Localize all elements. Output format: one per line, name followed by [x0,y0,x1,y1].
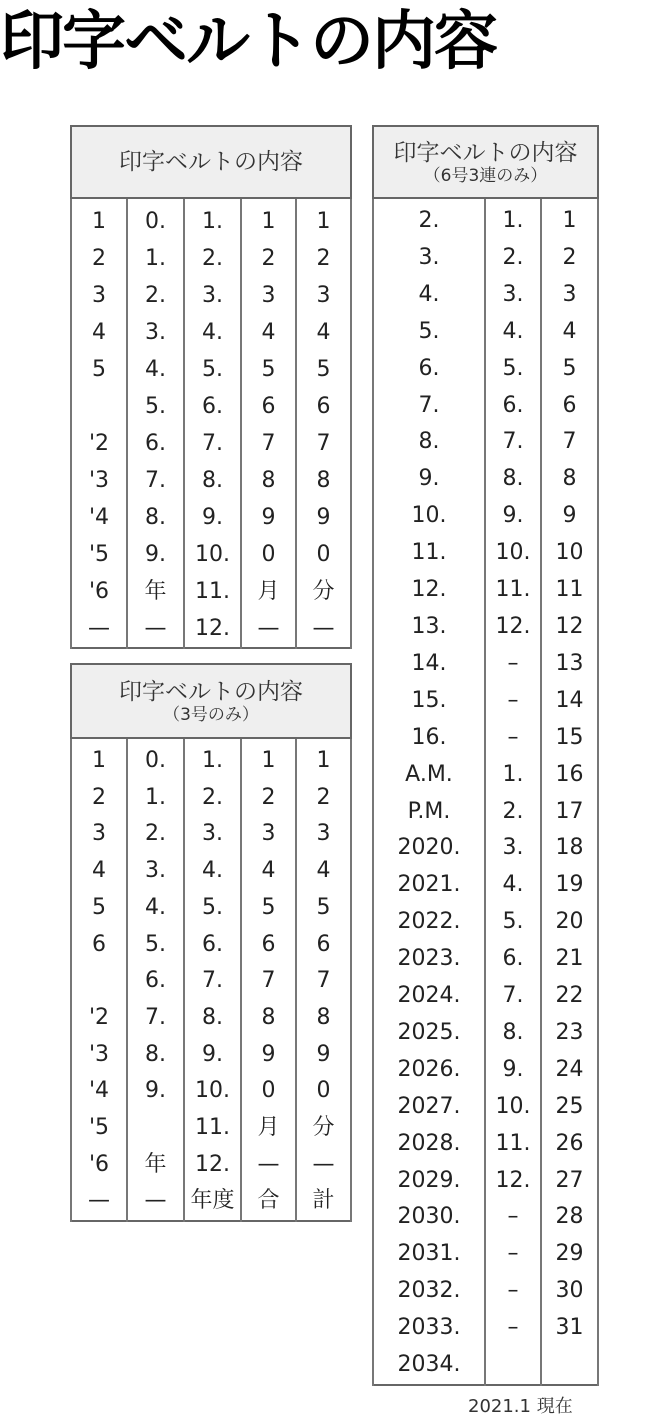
table-cell: 7 [241,425,296,462]
table-row [373,351,598,388]
table-cell: – [485,1236,541,1273]
table-cell: 3. [184,816,241,853]
table-row [373,461,598,498]
table-row [373,794,598,831]
table-cell: 3. [485,830,541,867]
table-row [71,462,351,499]
table-cell: – [485,1199,541,1236]
table-row [373,1199,598,1236]
table-cell: 6. [127,963,184,1000]
table-cell: 1. [127,780,184,817]
table-cell: 13. [373,609,485,646]
table-cell: 0 [241,536,296,573]
table-row [71,1110,351,1147]
table-cell: 9 [241,499,296,536]
table-row [373,830,598,867]
table-cell: 12. [485,1163,541,1200]
table-cell: 10. [184,1073,241,1110]
table-cell: – [485,646,541,683]
table-cell: 0 [296,1073,351,1110]
table-cell: 16 [541,757,598,794]
table-cell: 10. [184,536,241,573]
table-cell: 6. [485,388,541,425]
table-cell: 3 [241,277,296,314]
table-cell [71,963,127,1000]
table-cell: '6 [71,573,127,610]
table-row [71,890,351,927]
table-cell: 7. [127,1000,184,1037]
table-header-title: 印字ベルトの内容 [393,140,578,166]
table-row [373,1273,598,1310]
table-cell: '6 [71,1147,127,1184]
table-cell: 2 [71,780,127,817]
table-cell: 5 [296,351,351,388]
table-cell: 1. [127,240,184,277]
table-cell: 4 [541,314,598,351]
table-cell: 5. [184,890,241,927]
table-row [373,240,598,277]
table-row [71,499,351,536]
table-cell: 20 [541,904,598,941]
table-cell: 9 [241,1037,296,1074]
table-row [373,388,598,425]
table-row [71,351,351,388]
table-cell: 2033. [373,1310,485,1347]
as-of-date-note: 2021.1 現在 [468,1396,573,1417]
table-cell: 3 [241,816,296,853]
table-cell: 12. [373,572,485,609]
table-cell: 27 [541,1163,598,1200]
table-cell: 1. [184,198,241,240]
table-cell: — [241,1147,296,1184]
table-row [373,1089,598,1126]
table-row [373,609,598,646]
table-cell: 9. [373,461,485,498]
table-cell: 計 [296,1183,351,1221]
table-cell: — [127,610,184,648]
table-cell: 8 [541,461,598,498]
table-cell: 8 [241,1000,296,1037]
table-row [373,1310,598,1347]
table-cell: 14. [373,646,485,683]
table-row [373,314,598,351]
table-header-subtitle: （6号3連のみ） [423,166,548,186]
table-cell: 2 [296,240,351,277]
table-cell: '2 [71,425,127,462]
table-row [373,1052,598,1089]
table-cell: 2. [127,277,184,314]
table-cell: 2 [296,780,351,817]
table-cell: 4. [184,314,241,351]
table-cell: – [485,683,541,720]
table-cell: 31 [541,1310,598,1347]
table-cell: 3. [373,240,485,277]
table-row [373,277,598,314]
table-cell: 8. [184,1000,241,1037]
table-cell: 7 [296,963,351,1000]
table-row [373,1015,598,1052]
table-cell: 1 [71,738,127,780]
table-row [71,388,351,425]
table-row [373,904,598,941]
table-cell: 11 [541,572,598,609]
table-cell: 3 [296,277,351,314]
table-cell: 5 [71,890,127,927]
table-cell: 2027. [373,1089,485,1126]
page-title: 印字ベルトの内容 [0,5,496,79]
table-cell: 8 [296,462,351,499]
table-cell: 9 [296,499,351,536]
table-cell: 1 [71,198,127,240]
table-cell: 2030. [373,1199,485,1236]
table-row [71,738,351,780]
table-cell: 7. [184,425,241,462]
table-cell: 1. [184,738,241,780]
table-cell: 5. [127,927,184,964]
table-cell: '3 [71,1037,127,1074]
table-cell: 2031. [373,1236,485,1273]
table-cell: 4. [485,314,541,351]
table-cell: 2. [485,794,541,831]
table-cell: 10. [485,1089,541,1126]
table-cell: 12 [541,609,598,646]
table-cell: 5 [241,351,296,388]
table-cell: 2029. [373,1163,485,1200]
table-cell: 2. [184,780,241,817]
table-cell: '2 [71,1000,127,1037]
table-cell: 8. [373,424,485,461]
table-cell: 3 [296,816,351,853]
table-cell: 9. [127,536,184,573]
table-cell: 3 [71,816,127,853]
table-cell: 10 [541,535,598,572]
table-cell: 8. [485,1015,541,1052]
table-cell: 29 [541,1236,598,1273]
table-cell: 18 [541,830,598,867]
table-row [71,425,351,462]
table-cell: — [71,1183,127,1221]
table-cell: 30 [541,1273,598,1310]
table-cell: 6. [127,425,184,462]
table-cell: 7. [127,462,184,499]
table-cell: 6. [184,388,241,425]
table-cell: 合 [241,1183,296,1221]
table-row [71,1000,351,1037]
table-cell: 6 [241,927,296,964]
table-cell: 9. [127,1073,184,1110]
table-row [373,424,598,461]
table-cell: 15. [373,683,485,720]
table-cell: 3. [127,853,184,890]
table-cell: 1 [296,738,351,780]
table-cell: 0 [296,536,351,573]
table-cell: 15 [541,720,598,757]
table-row [71,240,351,277]
table-row [373,1163,598,1200]
table-row [71,536,351,573]
table-cell: 6 [296,388,351,425]
table-cell: — [296,1147,351,1184]
table-cell: 5 [241,890,296,927]
table-cell [485,1347,541,1385]
table-cell: 1. [485,198,541,240]
table-cell: 2022. [373,904,485,941]
table-cell: 2. [127,816,184,853]
table-cell: 2 [241,780,296,817]
table-cell: A.M. [373,757,485,794]
table-row [71,1037,351,1074]
table-cell: 2 [241,240,296,277]
table-cell: — [71,610,127,648]
table-cell: 9. [485,498,541,535]
table-cell: 5. [485,351,541,388]
table-cell: '3 [71,462,127,499]
table-cell: '5 [71,536,127,573]
table-row [71,853,351,890]
table-row [373,1126,598,1163]
table-cell: 10. [373,498,485,535]
table-cell: 8. [127,499,184,536]
table-cell: 11. [184,1110,241,1147]
table-cell: 25 [541,1089,598,1126]
table-cell: 6 [241,388,296,425]
belt-table-no3 [70,663,352,1222]
table-cell: 1 [296,198,351,240]
table-cell: 7. [184,963,241,1000]
table-cell: 6 [296,927,351,964]
table-cell: – [485,1273,541,1310]
table-cell: 3 [71,277,127,314]
table-row [373,757,598,794]
table-cell: 7. [485,978,541,1015]
table-row [71,1183,351,1221]
table-cell [541,1347,598,1385]
table-cell: 21 [541,941,598,978]
table-cell: 0. [127,198,184,240]
table-cell: 年度 [184,1183,241,1221]
table-cell: 4 [71,314,127,351]
table-cell: 11. [373,535,485,572]
table-header [71,126,351,198]
table-row [71,1073,351,1110]
table-row [373,941,598,978]
table-cell: 3. [184,277,241,314]
table-cell: 4. [485,867,541,904]
table-cell: 2021. [373,867,485,904]
table-cell: 3. [485,277,541,314]
table-row [373,978,598,1015]
table-cell: 12. [184,1147,241,1184]
table-cell: – [485,720,541,757]
table-row [71,1147,351,1184]
table-cell: 7 [241,963,296,1000]
table-cell: 1 [241,738,296,780]
table-cell: 5 [71,351,127,388]
table-cell: 2 [541,240,598,277]
table-row [71,927,351,964]
table-cell: 6. [184,927,241,964]
table-cell: 5 [541,351,598,388]
table-cell: 2026. [373,1052,485,1089]
table-header [71,664,351,738]
table-cell: 4 [296,853,351,890]
table-cell: 12. [485,609,541,646]
table-cell: 9 [541,498,598,535]
table-cell: 2020. [373,830,485,867]
table-cell: 4 [71,853,127,890]
table-cell: 8 [296,1000,351,1037]
table-row [373,683,598,720]
table-cell: 9 [296,1037,351,1074]
table-cell: — [296,610,351,648]
table-cell: 23 [541,1015,598,1052]
table-row [373,572,598,609]
table-cell: 8 [241,462,296,499]
table-cell: 11. [485,572,541,609]
table-cell: 22 [541,978,598,1015]
table-cell: 7 [296,425,351,462]
table-cell: 26 [541,1126,598,1163]
table-cell [71,388,127,425]
table-cell: 年 [127,1147,184,1184]
table-cell: 3 [541,277,598,314]
table-cell: 4. [127,890,184,927]
table-cell: 10. [485,535,541,572]
table-cell: 2023. [373,941,485,978]
table-cell: 9. [184,499,241,536]
table-cell [127,1110,184,1147]
table-cell: 11. [184,573,241,610]
table-header-title: 印字ベルトの内容 [119,679,304,705]
belt-table-standard [70,125,352,649]
table-cell: — [241,610,296,648]
table-cell: 7. [373,388,485,425]
table-cell: 2034. [373,1347,485,1385]
table-cell: 5 [296,890,351,927]
table-row [71,573,351,610]
table-cell: 0 [241,1073,296,1110]
table-cell: 6 [71,927,127,964]
table-cell: 9. [485,1052,541,1089]
table-header-subtitle: （3号のみ） [163,705,259,725]
table-row [71,780,351,817]
table-cell: '5 [71,1110,127,1147]
table-cell: 8. [184,462,241,499]
table-cell: — [127,1183,184,1221]
table-cell: 2028. [373,1126,485,1163]
table-cell: 11. [485,1126,541,1163]
table-row [71,816,351,853]
table-cell: 分 [296,1110,351,1147]
table-row [373,867,598,904]
table-cell: 2. [373,198,485,240]
table-cell: 2. [184,240,241,277]
table-cell: 分 [296,573,351,610]
table-row [373,198,598,240]
table-cell: 8. [485,461,541,498]
table-cell: 14 [541,683,598,720]
table-cell: 月 [241,1110,296,1147]
table-cell: 5. [127,388,184,425]
table-cell: – [485,1310,541,1347]
table-cell: 19 [541,867,598,904]
belt-table-no6-triple [372,125,599,1386]
table-row [373,535,598,572]
table-cell: 7. [485,424,541,461]
table-cell: 4 [241,853,296,890]
table-cell: 17 [541,794,598,831]
table-cell: 2. [485,240,541,277]
table-cell: 年 [127,573,184,610]
table-cell: 16. [373,720,485,757]
table-cell: 1. [485,757,541,794]
table-cell: 4 [296,314,351,351]
table-cell: 4. [373,277,485,314]
table-cell: 5. [373,314,485,351]
table-cell: 13 [541,646,598,683]
table-cell: 6 [541,388,598,425]
table-cell: P.M. [373,794,485,831]
table-header-title: 印字ベルトの内容 [119,149,304,175]
table-cell: '4 [71,1073,127,1110]
table-row [71,198,351,240]
table-cell: 6. [485,941,541,978]
table-row [373,1347,598,1385]
table-cell: 5. [184,351,241,388]
table-cell: 2032. [373,1273,485,1310]
table-cell: 4 [241,314,296,351]
table-header [373,126,598,198]
table-cell: 28 [541,1199,598,1236]
table-cell: 0. [127,738,184,780]
table-cell: 4. [184,853,241,890]
table-cell: 5. [485,904,541,941]
table-cell: 6. [373,351,485,388]
table-row [373,498,598,535]
table-row [71,277,351,314]
table-cell: 24 [541,1052,598,1089]
table-cell: 2 [71,240,127,277]
table-cell: 2025. [373,1015,485,1052]
table-row [71,314,351,351]
table-cell: 月 [241,573,296,610]
table-cell: 3. [127,314,184,351]
table-row [373,720,598,757]
table-row [373,646,598,683]
table-cell: '4 [71,499,127,536]
table-cell: 7 [541,424,598,461]
table-cell: 8. [127,1037,184,1074]
table-cell: 9. [184,1037,241,1074]
table-row [71,610,351,648]
table-cell: 12. [184,610,241,648]
table-row [373,1236,598,1273]
table-cell: 1 [541,198,598,240]
table-row [71,963,351,1000]
table-cell: 2024. [373,978,485,1015]
table-cell: 4. [127,351,184,388]
table-cell: 1 [241,198,296,240]
